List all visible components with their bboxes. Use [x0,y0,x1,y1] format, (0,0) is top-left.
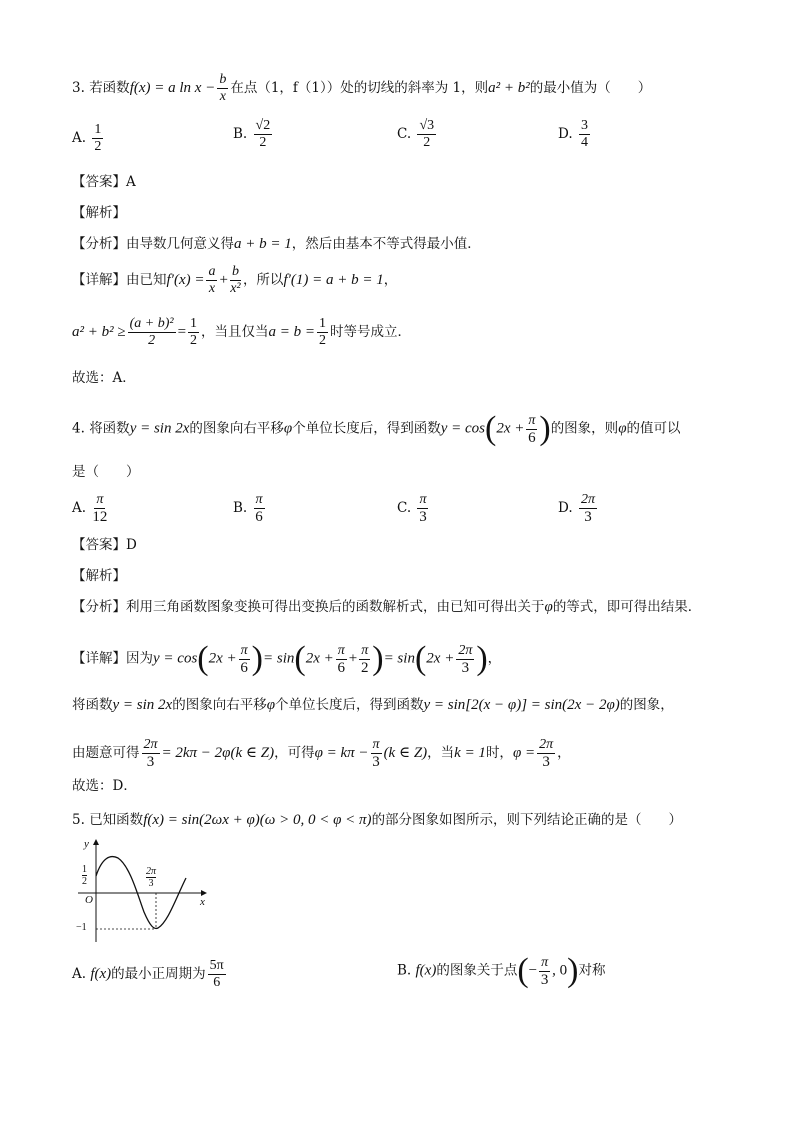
q4-xiangjie-line2: 将函数y = sin 2x的图象向右平移φ个单位长度后，得到函数y = sin[2(x − φ)] = sin(2x − 2φ)的图象， [72,697,674,713]
graph-y-label: y [84,838,89,850]
graph-x-label: x [200,896,205,908]
q4-stem-line2: 是（ ） [72,464,140,480]
q4-fenxi: 【分析】利用三角函数图象变换可得出变换后的函数解析式，由已知可得出关于φ的等式，即可得出结果． [72,599,702,615]
q5-function-graph [72,836,212,946]
graph-tick-label: 2π 3 [146,866,157,889]
q3-number: 3. [72,80,85,96]
q3-answer: 【答案】A [72,174,136,190]
q3-option-a: A. $\frac{1}{2}$ [72,122,102,154]
q3-option-b: B. $\frac{√2}{2}$ [233,118,271,150]
q4-stem-line1: 4. 将函数y = sin 2x的图象向右平移φ个单位长度后，得到函数y = cos(2x + $\frac{\pi}{6}$ )的图象，则φ的值可以 [72,410,681,447]
q3-analysis-heading: 【解析】 [72,205,126,221]
q4-option-a: A. $\frac{\pi}{12}$ [72,492,108,525]
graph-origin-label: O [85,894,93,906]
q5-graph-svg [72,836,212,946]
q3-stem: 3. 若函数f(x) = a ln x − $\frac{b}{x}$ 在点（1，f（1））处的切线的斜率为 1，则a² + b²的最小值为（ ） [72,72,652,104]
q3-option-d: D. $\frac{3}{4}$ [558,118,588,150]
graph-half-label: 1 2 [82,864,87,887]
q3-option-c: C. $\frac{√3}{2}$ [397,118,435,150]
q5-option-a: A. f(x)的最小正周期为 $\frac{5\pi}{6}$ [72,958,224,990]
q4-answer: 【答案】D [72,537,137,553]
q3-conclusion: 故选：A． [72,370,136,386]
q3-xiangjie-line2: a² + b² ≥ $\frac{\text{(a + b)²}}{2}$ = $\frac{1}{2}$ ，当且仅当a = b = $\frac{1}{2}$ 时等号成立． [72,316,412,348]
q4-option-b: B. $\frac{\pi}{6}$ [233,492,263,525]
q4-option-d: D. $\frac{2\pi}{3}$ [558,492,595,525]
q4-xiangjie-line1: 【详解】因为y = cos(2x + $\frac{\pi}{6}$ )= sin(2x + $\frac{\pi}{6}$ + $\frac{\pi}{2}$ )= sin(2x + $\frac{2\pi}{3}$ )， [72,640,502,677]
q4-conclusion: 故选：D． [72,778,137,794]
q4-analysis-heading: 【解析】 [72,568,126,584]
q4-xiangjie-line3: 由题意可得 $\frac{2\pi}{3}$ = 2kπ − 2φ(k ∈ Z)，可得φ = kπ − $\frac{\pi}{3}$ (k ∈ Z)，当k = 1时，φ = $\frac{2\pi}{3}$ ， [72,737,571,770]
q3-fenxi: 【分析】由导数几何意义得a + b = 1，然后由基本不等式得最小值． [72,236,481,252]
graph-neg-one-label: −1 [76,922,87,933]
q5-stem: 5. 已知函数f(x) = sin(2ωx + φ)(ω > 0, 0 < φ < π)的部分图象如图所示，则下列结论正确的是（ ） [72,812,683,828]
q5-option-b: B. f(x)的图象关于点(− $\frac{\pi}{3}$ , 0)对称 [397,952,606,989]
q3-xiangjie-line1: 【详解】由已知f′(x) = $\frac{a}{x}$ + $\frac{b}{\text{x²}}$ ，所以f′(1) = a + b = 1， [72,264,398,296]
q4-option-c: C. $\frac{\pi}{3}$ [397,492,427,525]
